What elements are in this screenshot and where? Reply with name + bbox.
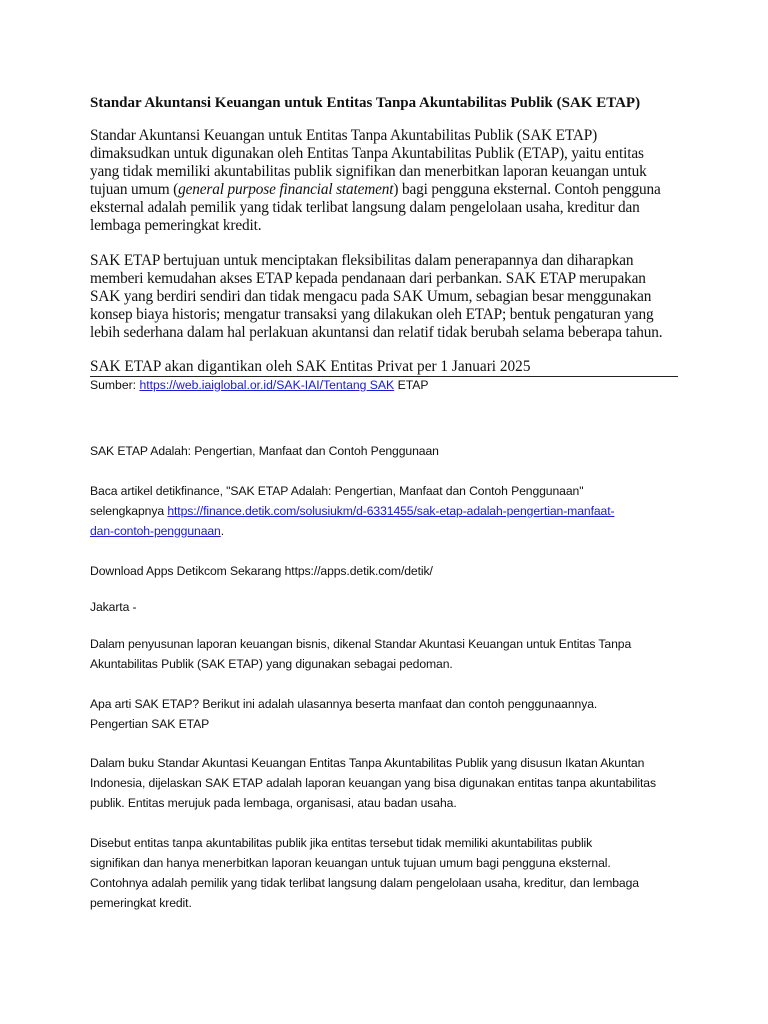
document-title: Standar Akuntansi Keuangan untuk Entitas Tanpa Akuntabilitas Publik (SAK ETAP) — [90, 95, 641, 111]
text-line: eksternal adalah pemilik yang tidak terlibat langsung dalam pengelolaan usaha, kreditur dan — [90, 199, 640, 217]
text-line — [90, 521, 690, 541]
read-more-paragraph — [90, 481, 690, 541]
dateline: Jakarta - — [90, 600, 137, 614]
text-fragment: . — [220, 524, 225, 538]
text-line — [90, 181, 680, 199]
text-line: dimaksudkan untuk digunakan oleh Entitas Tanpa Akuntabilitas Publik (ETAP), yaitu entitas — [90, 145, 644, 163]
text-line: Standar Akuntansi Keuangan untuk Entitas Tanpa Akuntabilitas Publik (SAK ETAP) — [90, 127, 598, 144]
purpose-paragraph — [90, 252, 680, 342]
text-line: lembaga pemeringkat kredit. — [90, 217, 262, 235]
source-link[interactable]: https://web.iaiglobal.or.id/SAK-IAI/Tentang SAK — [139, 378, 395, 392]
source-citation — [90, 377, 429, 393]
section-heading: SAK ETAP Adalah: Pengertian, Manfaat dan Contoh Penggunaan — [90, 444, 439, 458]
text-line: memberi kemudahan akses ETAP kepada pendanaan dari perbankan. SAK ETAP merupakan — [90, 270, 646, 288]
text-line: pemeringkat kredit. — [90, 896, 192, 910]
intro-paragraph — [90, 127, 680, 236]
subheading-line: Pengertian SAK ETAP — [90, 717, 210, 731]
text-line: publik. Entitas merujuk pada lembaga, organisasi, atau badan usaha. — [90, 796, 457, 810]
source-label: Sumber: — [90, 378, 140, 392]
text-line: Contohnya adalah pemilik yang tidak terlibat langsung dalam pengelolaan usaha, kreditur, dan lembaga — [90, 876, 639, 890]
body-paragraph — [90, 694, 690, 734]
text-line: Dalam buku Standar Akuntasi Keuangan Entitas Tanpa Akuntabilitas Publik yang disusun Ikatan Akuntan — [90, 756, 645, 770]
emphasis-term: general purpose financial statement — [178, 181, 394, 199]
replacement-announcement: SAK ETAP akan digantikan oleh SAK Entitas Privat per 1 Januari 2025 — [90, 358, 678, 377]
text-fragment: tujuan umum ( — [90, 181, 179, 199]
text-line: lebih sederhana dalam hal perlakuan akuntansi dan relatif tidak berubah selama beberapa tahun. — [90, 324, 663, 342]
text-line: SAK yang berdiri sendiri dan tidak mengacu pada SAK Umum, sebagian besar menggunakan — [90, 288, 652, 306]
body-paragraph — [90, 634, 690, 674]
text-line — [90, 501, 690, 521]
article-link-continued[interactable]: dan-contoh-penggunaan — [90, 524, 221, 538]
text-line: yang tidak memiliki akuntabilitas publik signifikan dan menerbitkan laporan keuangan untuk — [90, 163, 647, 181]
text-line: SAK ETAP bertujuan untuk menciptakan fleksibilitas dalam penerapannya dan diharapkan — [90, 252, 634, 269]
download-apps-line: Download Apps Detikcom Sekarang https://apps.detik.com/detik/ — [90, 564, 433, 578]
text-line: signifikan dan hanya menerbitkan laporan keuangan untuk tujuan umum bagi pengguna eksternal. — [90, 856, 611, 870]
body-paragraph — [90, 753, 690, 813]
text-line: konsep biaya historis; mengatur transaksi yang dilakukan oleh ETAP; bentuk pengaturan yang — [90, 306, 654, 324]
text-fragment: selengkapnya — [90, 504, 168, 518]
text-line: Indonesia, dijelaskan SAK ETAP adalah laporan keuangan yang bisa digunakan entitas tanpa akuntabilitas — [90, 776, 656, 790]
body-paragraph — [90, 833, 690, 913]
article-link[interactable]: https://finance.detik.com/solusiukm/d-6331455/sak-etap-adalah-pengertian-manfaat- — [167, 504, 615, 518]
text-line: Disebut entitas tanpa akuntabilitas publik jika entitas tersebut tidak memiliki akuntabilitas publik — [90, 836, 593, 850]
text-line: Baca artikel detikfinance, "SAK ETAP Adalah: Pengertian, Manfaat dan Contoh Penggunaan" — [90, 484, 584, 498]
source-suffix: ETAP — [394, 378, 429, 392]
text-line: Apa arti SAK ETAP? Berikut ini adalah ulasannya beserta manfaat dan contoh penggunaannya. — [90, 697, 598, 711]
text-fragment: ) bagi pengguna eksternal. Contoh pengguna — [393, 181, 661, 199]
text-line: Akuntabilitas Publik (SAK ETAP) yang digunakan sebagai pedoman. — [90, 657, 453, 671]
text-line: Dalam penyusunan laporan keuangan bisnis, dikenal Standar Akuntasi Keuangan untuk Entitas Tanpa — [90, 637, 632, 651]
